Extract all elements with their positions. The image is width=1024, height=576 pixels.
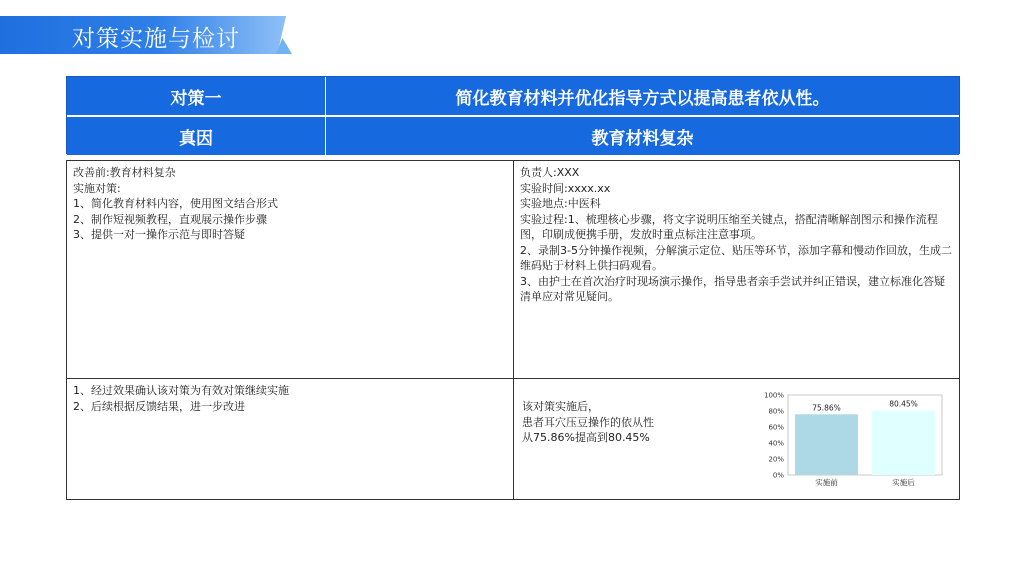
y-tick-label: 0% [772, 471, 784, 480]
text-line: 3、提供一对一操作示范与即时答疑 [73, 228, 245, 241]
text-line: 2、后续根据反馈结果，进一步改进 [73, 399, 245, 413]
text-line: 2、录制3-5分钟操作视频，分解演示定位、贴压等环节，添加字幕和慢动作回放，生成二维码贴于材料上供扫码观看。 [520, 243, 952, 272]
countermeasure-text: 简化教育材料并优化指导方式以提高患者依从性。 [455, 88, 830, 109]
result-cell [514, 379, 959, 499]
root-cause-text: 教育材料复杂 [591, 128, 694, 149]
compliance-bar-chart [760, 387, 956, 497]
y-tick-label: 60% [768, 423, 784, 432]
bar [795, 414, 858, 475]
implementation-cell [514, 161, 959, 379]
data-label: 80.45% [889, 399, 918, 409]
before-improvement-cell [67, 161, 514, 379]
header-row-countermeasure [67, 77, 959, 115]
result-text [522, 399, 654, 446]
y-tick-label: 100% [763, 391, 784, 400]
text-line: 从75.86%提高到80.45% [522, 431, 650, 444]
text-line: 3、由护士在首次治疗时现场演示操作，指导患者亲手尝试并纠正错误，建立标准化答疑清单应对常见疑问。 [520, 274, 945, 303]
x-tick-label: 实施后 [892, 478, 915, 487]
y-tick-label: 80% [768, 407, 784, 416]
countermeasure-label: 对策一 [67, 77, 326, 115]
text-line: 2、制作短视频教程，直观展示操作步骤 [73, 212, 267, 226]
root-cause-label: 真因 [67, 117, 326, 155]
detail-table [66, 160, 960, 500]
header-table [66, 76, 960, 154]
text-line: 实验过程:1、梳理核心步骤，将文字说明压缩至关键点，搭配清晰解剖图示和操作流程图，印刷成便携手册，发放时重点标注注意事项。 [520, 212, 938, 241]
header-row-root-cause [67, 116, 959, 155]
data-label: 75.86% [812, 403, 841, 413]
page-title: 对策实施与检讨 [72, 26, 240, 52]
x-tick-label: 实施前 [815, 478, 838, 487]
text-line: 改善前:教育材料复杂 [73, 166, 176, 179]
text-line: 实施对策: [73, 181, 121, 195]
bar [872, 411, 935, 475]
y-tick-label: 20% [768, 455, 784, 464]
text-line: 该对策实施后， [522, 400, 599, 413]
text-line: 实验时间:xxxx.xx [520, 181, 611, 195]
text-line: 实验地点:中医科 [520, 197, 601, 210]
text-line: 1、简化教育材料内容，使用图文结合形式 [73, 197, 278, 210]
y-tick-label: 40% [768, 439, 784, 448]
text-line: 负责人:XXX [520, 166, 580, 179]
text-line: 患者耳穴压豆操作的依从性 [522, 415, 654, 429]
followup-cell [67, 379, 514, 499]
text-line: 1、经过效果确认该对策为有效对策继续实施 [73, 384, 289, 397]
